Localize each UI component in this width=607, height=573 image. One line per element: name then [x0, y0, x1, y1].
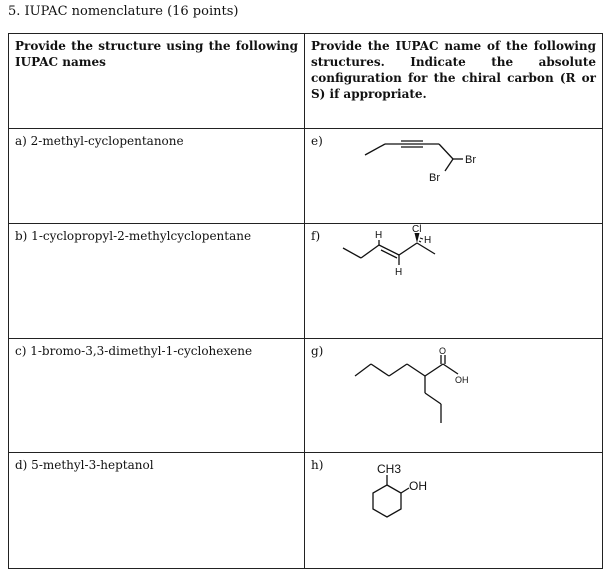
question-a: a) 2-methyl-cyclopentanone — [15, 134, 184, 149]
answer-cell-a[interactable] — [9, 129, 305, 224]
page-title: 5. IUPAC nomenclature (16 points) — [8, 4, 239, 19]
structure-h — [357, 455, 447, 535]
label-cl: Cl — [412, 224, 422, 236]
question-b: b) 1-cyclopropyl-2-methylcyclopentane — [15, 229, 252, 244]
label-o: O — [439, 345, 447, 356]
question-f: f) — [311, 229, 321, 244]
label-br-1: Br — [465, 154, 476, 167]
label-h-top: H — [375, 230, 383, 242]
label-oh-acid: OH — [455, 374, 469, 385]
question-e: e) — [311, 134, 323, 149]
label-ch3: CH3 — [377, 462, 402, 477]
answer-cell-c[interactable] — [9, 338, 305, 453]
answer-cell-g[interactable] — [305, 338, 603, 453]
structure-e — [361, 135, 501, 195]
question-h: h) — [311, 458, 324, 473]
label-h-wedge: H — [424, 235, 432, 247]
header-left: Provide the structure using the following IUPAC names — [9, 34, 305, 129]
question-g: g) — [311, 343, 324, 358]
label-br-2: Br — [429, 172, 440, 185]
answer-cell-b[interactable] — [9, 224, 305, 339]
answer-cell-h[interactable] — [305, 453, 603, 569]
label-h-bottom: H — [395, 267, 403, 279]
answer-cell-d[interactable] — [9, 453, 305, 569]
structure-f — [339, 222, 449, 282]
question-table — [8, 33, 603, 569]
answer-cell-e[interactable] — [305, 129, 603, 224]
header-right: Provide the IUPAC name of the following structures. Indicate the absolute configuration for the chiral carbon (R or S) if appropriate. — [305, 34, 603, 129]
label-oh-alcohol: OH — [409, 479, 427, 494]
question-d: d) 5-methyl-3-heptanol — [15, 458, 154, 473]
answer-cell-f[interactable] — [305, 224, 603, 339]
question-c: c) 1-bromo-3,3-dimethyl-1-cyclohexene — [15, 343, 253, 358]
structure-g — [351, 343, 481, 433]
